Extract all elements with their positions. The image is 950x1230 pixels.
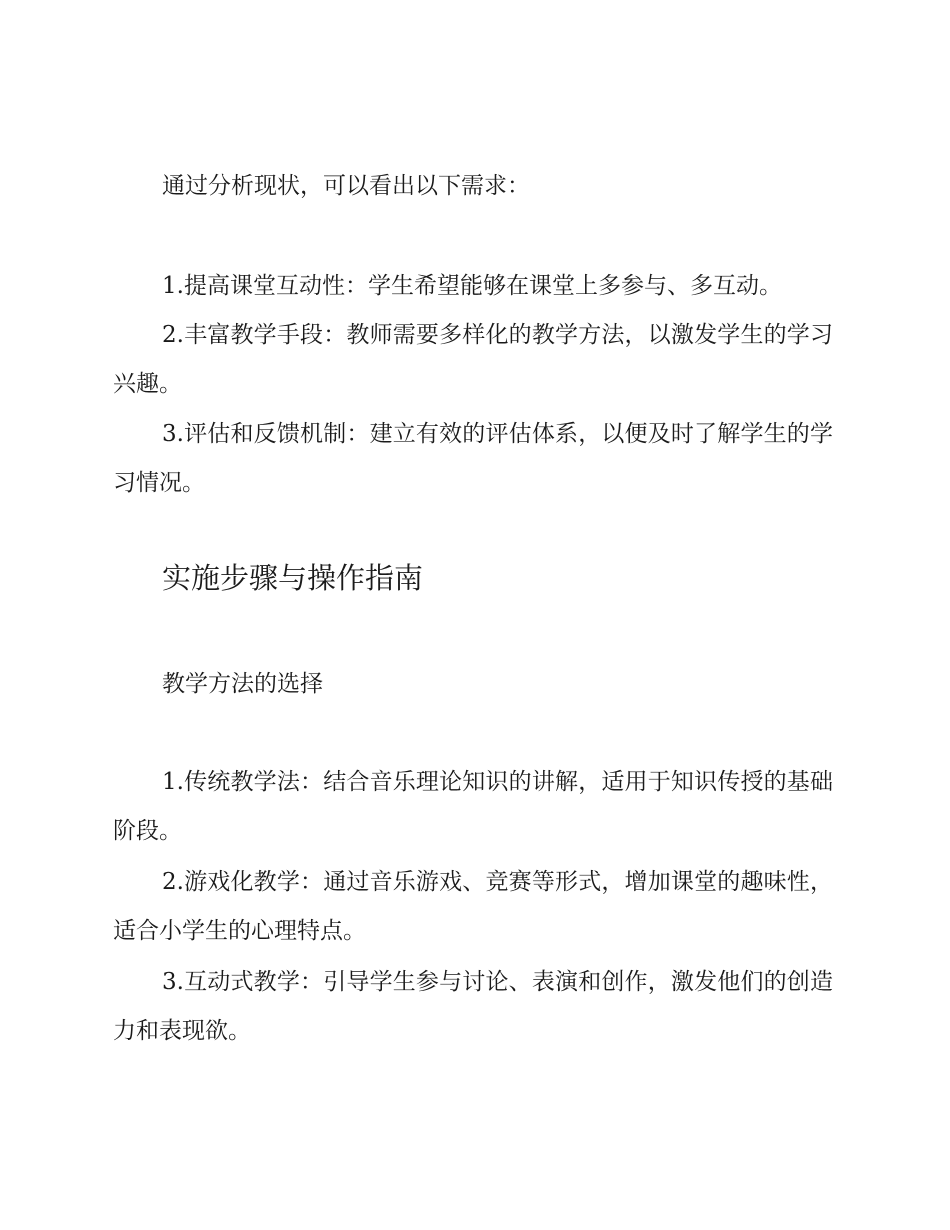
method-item-1: 1.传统教学法：结合音乐理论知识的讲解，适用于知识传授的基础阶段。 [113, 769, 833, 844]
intro-paragraph: 通过分析现状，可以看出以下需求： [162, 173, 530, 199]
section-subheading: 教学方法的选择 [162, 671, 323, 697]
method-item-2: 2.游戏化教学：通过音乐游戏、竞赛等形式，增加课堂的趣味性，适合小学生的心理特点。 [113, 869, 833, 944]
method-item-3: 3.互动式教学：引导学生参与讨论、表演和创作，激发他们的创造力和表现欲。 [113, 969, 833, 1044]
needs-item-2: 2.丰富教学手段：教师需要多样化的教学方法，以激发学生的学习兴趣。 [113, 322, 833, 397]
needs-item-1: 1.提高课堂互动性：学生希望能够在课堂上多参与、多互动。 [162, 273, 782, 299]
needs-item-3: 3.评估和反馈机制：建立有效的评估体系，以便及时了解学生的学习情况。 [113, 421, 833, 496]
section-heading: 实施步骤与操作指南 [162, 561, 424, 595]
